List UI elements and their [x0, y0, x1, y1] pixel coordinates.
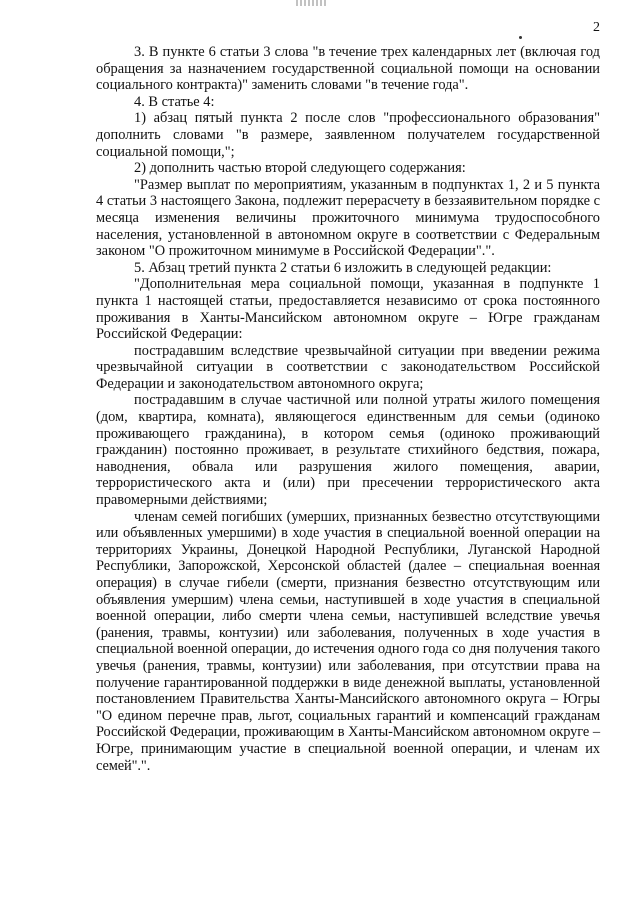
- paragraph-item-4: 4. В статье 4:: [134, 93, 215, 110]
- paragraph-quoted-part: "Размер выплат по мероприятиям, указанным в подпунктах 1, 2 и 5 пункта 4 статьи 3 настоящего Закона, подлежит перерасчету в беззаявительном порядке с месяца изменения величины прожиточного минимума трудоспособного населения, установленной в автономном округе в соответствии с Федеральным законом "О прожиточном минимуме в Российской Федерации".".: [96, 176, 600, 260]
- paragraph-subitem-2: 2) дополнить частью второй следующего содержания:: [134, 160, 466, 177]
- paragraph-item-5: 5. Абзац третий пункта 2 статьи 6 изложить в следующей редакции:: [134, 259, 552, 276]
- scan-artifact: [296, 0, 326, 6]
- document-body: [96, 44, 600, 774]
- paragraph-housing-loss: пострадавшим в случае частичной или полной утраты жилого помещения (дом, квартира, комната), являющегося единственным для семьи (одиноко проживающего гражданина), в котором семья (одиноко проживающий гражданин) постоянно проживает, в результате стихийного бедствия, пожара, наводнения, обвала или разрушения жилого помещения, аварии, террористического акта и (или) при пресечении террористического акта правомерными действиями;: [96, 392, 600, 509]
- scan-dot: [519, 36, 522, 39]
- page-number: 2: [593, 20, 600, 35]
- paragraph-item-3: 3. В пункте 6 статьи 3 слова "в течение трех календарных лет (включая год обращения за назначением государственной социальной помощи на основании социального контракта)" заменить словами "в течение года".: [96, 44, 600, 94]
- paragraph-family-members: членам семей погибших (умерших, признанных безвестно отсутствующими или объявленных умершими) в ходе участия в специальной военной операции на территориях Украины, Донецкой Народной Республики, Луганской Народной Республики, Запорожской, Херсонской областей (далее – специальная военная операция) в случае гибели (смерти, признания безвестно отсутствующим или объявления умершим) члена семьи, наступившей в ходе участия в специальной военной операции, либо смерти члена семьи, наступившей вследствие увечья (ранения, травмы, контузии) или заболевания, полученных в ходе участия в специальной военной операции, до истечения одного года со дня получения такого увечья (ранения, травмы, контузии) или заболевания, при отсутствии права на получение гарантированной поддержки в виде денежной выплаты, установленной постановлением Правительства Ханты-Мансийского автономного округа – Югры "О едином перечне прав, льгот, социальных гарантий и компенсаций гражданам Российской Федерации, проживающим в Ханты-Мансийском автономном округе – Югре, принимающим участие в специальной военной операции, и членам их семей".".: [96, 508, 600, 774]
- paragraph-emergency: пострадавшим вследствие чрезвычайной ситуации при введении режима чрезвычайной ситуации в соответствии с законодательством Российской Федерации и законодательством автономного округа;: [96, 342, 600, 392]
- paragraph-subitem-1: 1) абзац пятый пункта 2 после слов "профессионального образования" дополнить словами "в размере, заявленном получателем государственной социальной помощи,";: [96, 110, 600, 160]
- paragraph-quoted-intro: "Дополнительная мера социальной помощи, указанная в подпункте 1 пункта 1 настоящей статьи, предоставляется независимо от срока постоянного проживания в Ханты-Мансийском автономном округе – Югре гражданам Российской Федерации:: [96, 276, 600, 343]
